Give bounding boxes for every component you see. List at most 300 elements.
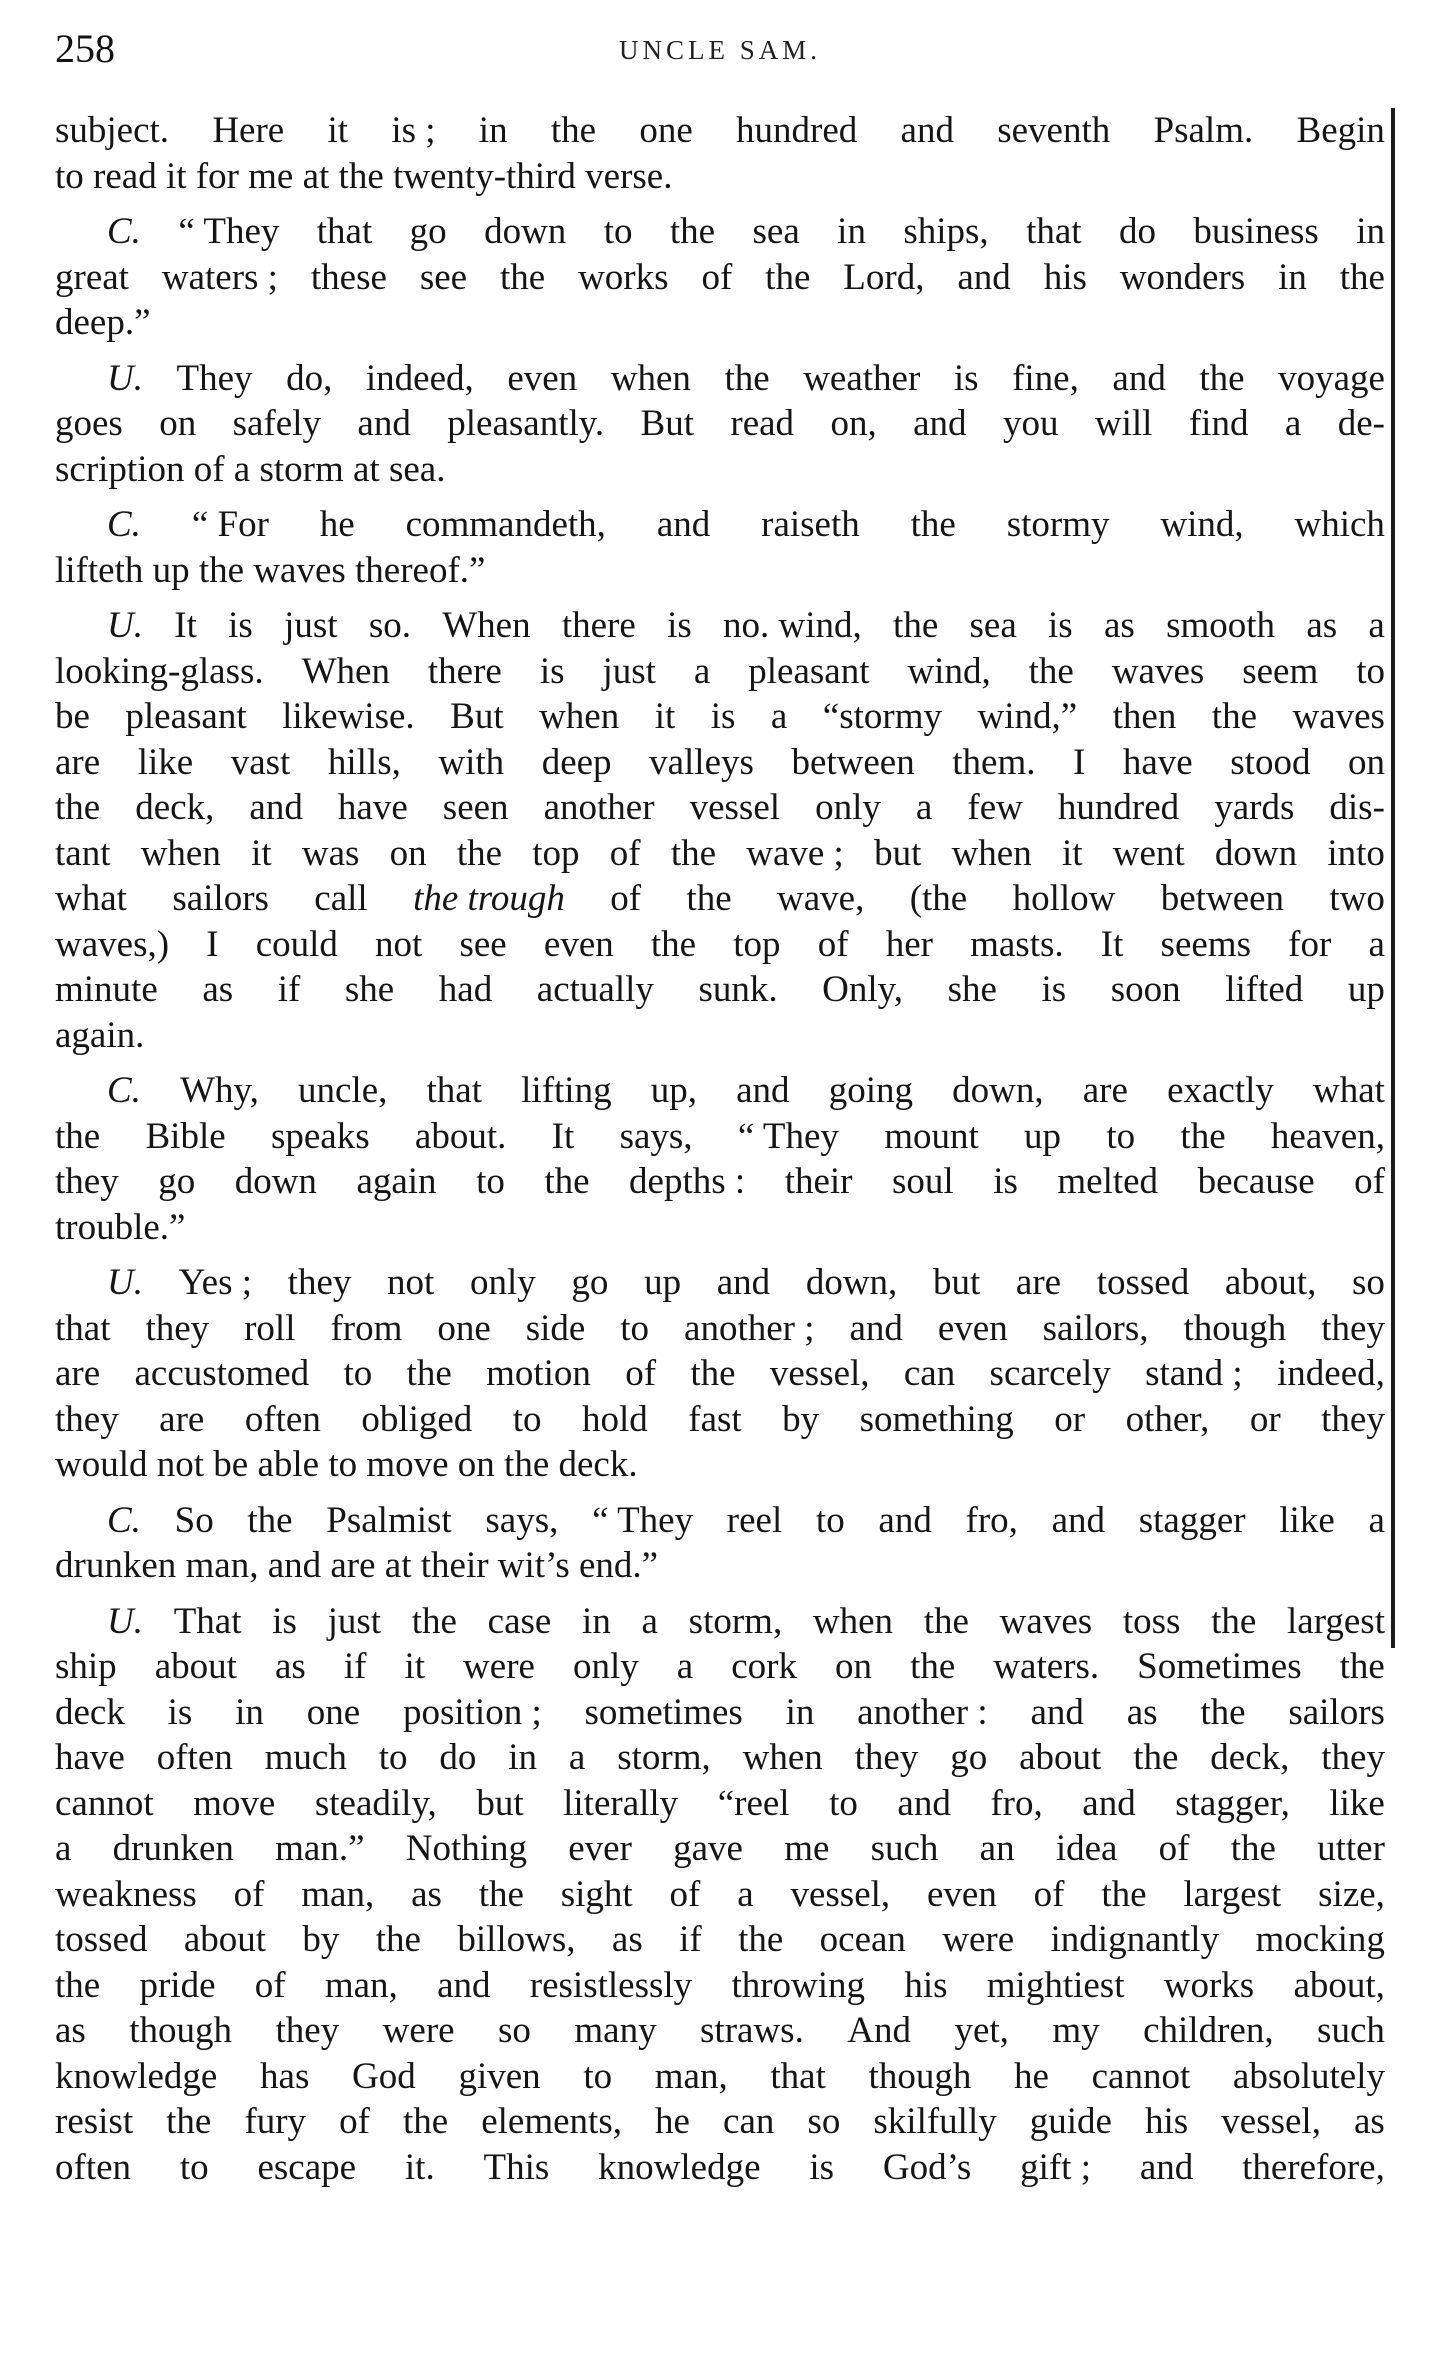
word: the <box>1230 1828 1276 1869</box>
word: that <box>426 1070 482 1111</box>
word: as <box>1103 605 1135 646</box>
word: so <box>807 2101 841 2142</box>
word: absolutely <box>1232 2055 1385 2097</box>
word: speaks <box>270 1115 370 1157</box>
word: the <box>166 2101 212 2142</box>
word: even <box>937 1307 1008 1349</box>
word: It <box>551 1115 575 1157</box>
word: scription of a storm at sea. <box>55 448 446 490</box>
word: storm, <box>688 1600 783 1642</box>
word: that <box>770 2055 826 2097</box>
word: When <box>301 650 390 692</box>
word: they <box>1321 1737 1385 1778</box>
word: to <box>1356 650 1385 692</box>
word: hollow <box>1012 878 1116 919</box>
word: billows, <box>457 1919 576 1960</box>
word: deck, <box>135 787 215 828</box>
text-line <box>55 1690 1385 1736</box>
word: stagger, <box>1175 1782 1290 1824</box>
text-line <box>55 2008 1385 2054</box>
word: given <box>458 2055 541 2097</box>
word: another : <box>857 1691 988 1733</box>
word: down <box>234 1161 317 1202</box>
word: position ; <box>402 1691 542 1733</box>
word: are <box>159 1398 205 1440</box>
word: “ They <box>737 1115 839 1157</box>
word: even <box>543 923 614 965</box>
word: from <box>330 1307 403 1349</box>
word: because <box>1197 1161 1315 1202</box>
word: these <box>310 256 387 298</box>
word: and <box>900 110 954 151</box>
word: depths : <box>629 1161 746 1202</box>
word: by <box>302 1919 340 1960</box>
word: pleasantly. <box>447 403 605 444</box>
word: mightiest <box>986 1964 1125 2006</box>
word: find <box>1188 403 1249 444</box>
word: cork <box>731 1646 797 1687</box>
word: sight <box>560 1873 633 1915</box>
word: they <box>287 1262 352 1303</box>
word: as <box>1126 1691 1158 1733</box>
word: went <box>1112 832 1185 874</box>
word: of <box>701 256 733 298</box>
text-line <box>55 1872 1385 1918</box>
word: wind, <box>907 650 991 692</box>
word: storm, <box>617 1737 711 1778</box>
word: their <box>784 1161 853 1202</box>
text-line <box>55 255 1385 301</box>
word: if <box>679 1919 702 1960</box>
word: the <box>724 357 770 399</box>
word: has <box>260 2055 310 2097</box>
word: soul <box>892 1161 954 1202</box>
word: escape <box>257 2146 357 2188</box>
word: do <box>439 1737 477 1778</box>
word: and <box>1112 357 1166 399</box>
word: between <box>791 741 915 783</box>
word: the <box>910 504 956 545</box>
word: the <box>1180 1115 1226 1157</box>
word: the <box>1211 696 1257 737</box>
word: hold <box>582 1398 648 1440</box>
word: it <box>327 110 349 151</box>
word: his <box>904 1964 948 2006</box>
word: there <box>427 650 502 692</box>
word: move <box>193 1782 276 1824</box>
word: pride <box>139 1964 216 2006</box>
word: in <box>837 211 866 252</box>
word: a <box>1368 923 1385 965</box>
word: down, <box>952 1070 1044 1111</box>
word: like <box>1329 1782 1385 1824</box>
word: God’s <box>882 2146 972 2188</box>
word: sailors <box>172 878 269 919</box>
speaker-label: U. <box>107 1600 143 1642</box>
word: by <box>782 1398 820 1440</box>
word: two <box>1329 878 1385 919</box>
word: it <box>404 1646 426 1687</box>
word: de- <box>1337 403 1385 444</box>
word: the <box>1339 256 1385 298</box>
word: often <box>156 1737 233 1778</box>
word: and <box>716 1262 771 1303</box>
margin-rule <box>1391 108 1395 1648</box>
word: tossed <box>55 1919 148 1960</box>
word: to <box>476 1161 505 1202</box>
word: gave <box>673 1828 743 1869</box>
word: of <box>254 1964 286 2006</box>
word: what <box>1313 1070 1385 1111</box>
word: is <box>539 650 565 692</box>
word: when <box>539 696 620 737</box>
word: vessel, <box>790 1873 891 1915</box>
word: raiseth <box>761 504 860 545</box>
word: his <box>1145 2101 1189 2142</box>
text-line <box>55 1644 1385 1690</box>
word: of <box>339 2101 370 2142</box>
word: stand ; <box>1145 1353 1243 1394</box>
word: lifting <box>521 1070 612 1111</box>
text-line <box>55 1498 1385 1544</box>
word: dis- <box>1329 787 1385 828</box>
speaker-label: C. <box>107 1499 141 1541</box>
word: as <box>411 1873 442 1915</box>
word: top <box>733 923 781 965</box>
word: like <box>137 741 194 783</box>
word: guide <box>1029 2101 1112 2142</box>
word: had <box>438 969 493 1010</box>
word: top <box>532 832 580 874</box>
word: lifteth up the waves thereof.” <box>55 549 486 591</box>
text-line <box>55 2054 1385 2100</box>
word: I <box>1073 741 1086 783</box>
word: and <box>1082 1782 1136 1824</box>
text-line <box>55 1114 1385 1160</box>
word: works <box>578 256 669 298</box>
word: weather <box>803 357 921 399</box>
word: fast <box>688 1398 742 1440</box>
word: deep.” <box>55 302 151 343</box>
word: is <box>809 2146 835 2188</box>
word: elements, <box>481 2101 622 2142</box>
word: the <box>923 1600 969 1642</box>
word: sailors <box>1288 1691 1385 1733</box>
word: vessel, <box>769 1353 870 1394</box>
word: was <box>301 832 360 874</box>
word: says, <box>619 1115 693 1157</box>
word: his <box>1043 256 1087 298</box>
word: “reel <box>717 1782 790 1824</box>
word: sailors, <box>1042 1307 1149 1349</box>
word: were <box>463 1646 535 1687</box>
word: the <box>406 1353 452 1394</box>
text-line <box>55 740 1385 786</box>
word: when <box>812 1600 894 1642</box>
text-line <box>55 548 1385 594</box>
word: of <box>817 923 849 965</box>
word: It <box>174 605 197 646</box>
word: in <box>1356 211 1385 252</box>
word: just <box>327 1600 382 1642</box>
word: down <box>484 211 567 252</box>
word: have <box>1122 741 1193 783</box>
word: resistlessly <box>529 1964 693 2006</box>
word: they <box>275 2010 340 2051</box>
word: hundred <box>736 110 858 151</box>
word: stagger <box>1138 1499 1246 1541</box>
word: sea <box>969 605 1017 646</box>
word: something <box>859 1398 1014 1440</box>
word: and <box>357 403 411 444</box>
word: tossed <box>1096 1262 1190 1303</box>
word: the <box>670 832 717 874</box>
word: “ They <box>592 1499 694 1541</box>
word: or <box>1054 1398 1086 1440</box>
word: in <box>235 1691 264 1733</box>
word: waves <box>1292 696 1385 737</box>
word: are <box>1015 1262 1062 1303</box>
speaker-label: C. <box>107 1070 141 1111</box>
text-line <box>55 1068 1385 1114</box>
word: of <box>233 1873 265 1915</box>
word: subject. <box>55 110 170 151</box>
running-head <box>55 24 1385 84</box>
word: sometimes <box>584 1691 743 1733</box>
word: just <box>284 605 338 646</box>
word: Psalmist <box>326 1499 452 1541</box>
word: tant <box>55 832 111 874</box>
body-text <box>55 108 1385 2200</box>
word: would not be able to move on the deck. <box>55 1444 638 1485</box>
word: motion <box>486 1353 591 1394</box>
speaker-label: U. <box>107 357 143 399</box>
word: and <box>878 1499 932 1541</box>
word: about. <box>414 1115 507 1157</box>
word: are <box>55 741 101 783</box>
word: see <box>419 256 468 298</box>
word: between <box>1160 878 1285 919</box>
word: see <box>459 923 507 965</box>
text-line <box>55 922 1385 968</box>
text-line <box>55 1351 1385 1397</box>
word: lifted <box>1225 969 1304 1010</box>
text-line <box>55 1306 1385 1352</box>
word: another ; <box>684 1307 815 1349</box>
word: scarcely <box>989 1353 1111 1394</box>
text-line <box>55 154 1385 200</box>
word: pleasant <box>748 650 870 692</box>
word: (the <box>909 878 968 919</box>
word: me <box>784 1828 830 1869</box>
word: into <box>1327 832 1385 874</box>
text-line <box>55 1205 1385 1251</box>
word: then <box>1112 696 1177 737</box>
word: ever <box>568 1828 632 1869</box>
word: waves,) <box>55 923 170 965</box>
word: the <box>550 110 597 151</box>
word: indeed, <box>365 357 474 399</box>
word: on <box>835 1646 873 1687</box>
text-line <box>55 603 1385 649</box>
word: actually <box>536 969 654 1010</box>
word: she <box>947 969 997 1010</box>
word: few <box>967 787 1023 828</box>
word: which <box>1294 504 1385 545</box>
word: vast <box>230 741 291 783</box>
dialogue-paragraph <box>55 108 1385 199</box>
word: indignantly <box>1050 1919 1220 1960</box>
word: a <box>1368 1499 1385 1541</box>
word: idea <box>1055 1828 1118 1869</box>
dialogue-paragraph <box>55 1260 1385 1488</box>
word: largest <box>1287 1600 1385 1642</box>
word: no. wind, <box>723 605 862 646</box>
word: a <box>915 787 933 828</box>
word: but <box>476 1782 524 1824</box>
word: man.” <box>275 1828 365 1869</box>
word: he <box>319 504 355 545</box>
word: and <box>437 1964 491 2006</box>
word: the <box>1200 1691 1246 1733</box>
word: side <box>525 1307 586 1349</box>
word: of <box>1033 1873 1065 1915</box>
word: So <box>174 1499 214 1541</box>
word: when <box>140 832 221 874</box>
word: hundred <box>1057 787 1180 828</box>
word: about <box>154 1646 237 1687</box>
word: as <box>274 1646 306 1687</box>
text-line <box>55 209 1385 255</box>
word: for <box>1288 923 1332 965</box>
word: waters ; <box>161 256 278 298</box>
word: he <box>1014 2055 1049 2097</box>
word: the <box>1101 1873 1147 1915</box>
word: fro, <box>990 1782 1043 1824</box>
word: that <box>55 1307 111 1349</box>
word: in <box>785 1691 815 1733</box>
word: down, <box>805 1262 898 1303</box>
word: Nothing <box>405 1828 527 1869</box>
word: have <box>337 787 408 828</box>
word: even <box>926 1873 997 1915</box>
word: the <box>55 1964 101 2006</box>
word: much <box>264 1737 347 1778</box>
word: is <box>667 605 692 646</box>
word: Sometimes <box>1137 1646 1302 1687</box>
word: were <box>382 2010 455 2051</box>
word: drunken man, and are at their wit’s end.” <box>55 1545 659 1586</box>
word: the <box>456 832 503 874</box>
word: call <box>314 878 368 919</box>
word: be <box>55 696 90 737</box>
word: the <box>544 1161 590 1202</box>
word: melted <box>1057 1161 1159 1202</box>
word: to <box>603 211 633 252</box>
word: works <box>1163 1964 1255 2006</box>
word: waves <box>1111 650 1205 692</box>
word: on <box>389 832 427 874</box>
word: in <box>508 1737 538 1778</box>
word: it <box>654 696 676 737</box>
word: wave ; <box>746 832 844 874</box>
word: up <box>1024 1115 1062 1157</box>
word: the <box>55 1115 101 1157</box>
word: Lord, <box>843 256 925 298</box>
word: up, <box>650 1070 697 1111</box>
word: a <box>1284 403 1302 444</box>
word: to <box>512 1398 542 1440</box>
word: are <box>55 1353 101 1394</box>
word: to <box>343 1353 373 1394</box>
word: they <box>145 1307 210 1349</box>
word: go <box>950 1737 988 1778</box>
text-line <box>55 1159 1385 1205</box>
speaker-label: U. <box>107 1262 143 1303</box>
word: goes <box>55 403 123 444</box>
word: cannot <box>55 1782 154 1824</box>
word: about, <box>1224 1262 1317 1303</box>
word: read <box>730 403 795 444</box>
speaker-label: C. <box>107 211 141 252</box>
word: This <box>483 2146 550 2188</box>
word: my <box>1052 2010 1100 2051</box>
word: they <box>1321 1398 1385 1440</box>
word: “ They <box>178 211 280 252</box>
word: Begin <box>1296 110 1385 151</box>
text-line <box>55 2145 1385 2191</box>
word: sea <box>752 211 800 252</box>
word: literally <box>563 1782 679 1824</box>
word: is <box>953 357 979 399</box>
word: reel <box>726 1499 783 1541</box>
word: throwing <box>731 1964 866 2006</box>
word: in <box>1278 256 1307 298</box>
word: to <box>815 1499 845 1541</box>
word: go <box>571 1262 609 1303</box>
word: can <box>723 2101 775 2142</box>
word: do <box>1118 211 1156 252</box>
word: likewise. <box>282 696 415 737</box>
word: stormy <box>1006 504 1110 545</box>
word: a <box>641 1600 658 1642</box>
italic-word: the trough <box>413 878 565 919</box>
word: though <box>1183 1307 1287 1349</box>
word: masts. <box>970 923 1064 965</box>
word: But <box>450 696 504 737</box>
word: steadily, <box>314 1782 437 1824</box>
word: looking-glass. <box>55 650 264 692</box>
word: of <box>625 1353 657 1394</box>
word: could <box>255 923 338 965</box>
text-line <box>55 694 1385 740</box>
word: ship <box>55 1646 117 1687</box>
word: only <box>572 1646 639 1687</box>
word: indeed, <box>1277 1353 1385 1394</box>
word: case <box>487 1600 552 1642</box>
word: the <box>499 256 546 298</box>
word: ships, <box>903 211 989 252</box>
word: they <box>55 1398 119 1440</box>
word: a <box>737 1873 754 1915</box>
word: is <box>167 1691 193 1733</box>
word: is <box>228 605 253 646</box>
word: seventh <box>997 110 1111 151</box>
word: they <box>854 1737 919 1778</box>
word: and <box>913 403 967 444</box>
word: to read it for me at the twenty-third verse. <box>55 155 673 197</box>
word: on <box>1347 741 1385 783</box>
